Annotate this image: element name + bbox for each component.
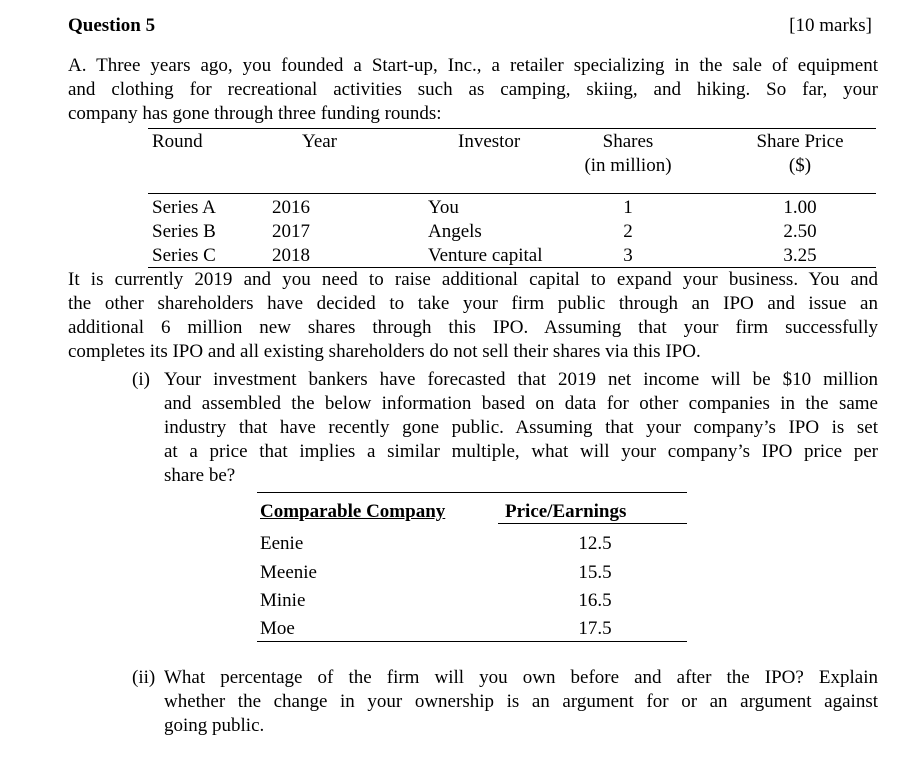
body-line-4: completes its IPO and all existing shareholders do not sell their shares via this IPO. [68,341,701,362]
funding-table-top-rule [148,128,876,129]
question-i-line-2: and assembled the below information based on data for other companies in the same [164,393,878,414]
comparable-company-name: Meenie [260,562,317,583]
header-shares: Shares [602,131,654,152]
question-i-line-3: industry that have recently gone public. Assuming that your company’s IPO is set [164,417,878,438]
header-round: Round [152,131,203,152]
question-i-line-4: at a price that implies a similar multiple, what will your company’s IPO price per [164,441,878,462]
row-price: 2.50 [783,221,817,242]
comparable-pe: 17.5 [578,618,612,639]
row-investor: Angels [428,221,482,242]
comparable-company-name: Moe [260,618,295,639]
header-share-price-unit: ($) [788,155,812,176]
row-investor: Venture capital [428,245,543,266]
intro-line-1: A. Three years ago, you founded a Start-up, Inc., a retailer specializing in the sale of equipment [68,55,878,76]
comparables-top-rule [257,492,687,493]
comparable-company-name: Minie [260,590,306,611]
comparable-pe: 16.5 [578,590,612,611]
question-i-line-1: Your investment bankers have forecasted that 2019 net income will be $10 million [164,369,878,390]
question-ii-line-2: whether the change in your ownership is an argument for or an argument against [164,691,878,712]
pe-header-rule [498,523,687,524]
row-price: 1.00 [783,197,817,218]
row-shares: 1 [623,197,633,218]
row-investor: You [428,197,459,218]
row-year: 2018 [272,245,310,266]
question-title: Question 5 [68,15,156,36]
question-ii-line-3: going public. [164,715,265,736]
header-year: Year [302,131,338,152]
body-line-3: additional 6 million new shares through this IPO. Assuming that your firm successfully [68,317,878,338]
intro-line-3: company has gone through three funding rounds: [68,103,442,124]
row-shares: 3 [623,245,633,266]
row-round: Series C [152,245,216,266]
header-share-price: Share Price [756,131,844,152]
header-price-earnings: Price/Earnings [505,501,627,522]
question-i-marker: (i) [132,369,150,390]
row-round: Series A [152,197,216,218]
row-price: 3.25 [783,245,817,266]
header-comparable-company: Comparable Company [260,501,446,522]
row-year: 2017 [272,221,310,242]
body-line-2: the other shareholders have decided to take your firm public through an IPO and issue an [68,293,878,314]
comparable-pe: 12.5 [578,533,612,554]
row-shares: 2 [623,221,633,242]
question-ii-line-1: What percentage of the firm will you own before and after the IPO? Explain [164,667,878,688]
comparables-bottom-rule [257,641,687,642]
funding-table-header-rule [148,193,876,194]
marks-label: [10 marks] [789,15,872,36]
row-round: Series B [152,221,216,242]
header-investor: Investor [458,131,521,152]
header-shares-unit: (in million) [584,155,672,176]
row-year: 2016 [272,197,310,218]
comparable-pe: 15.5 [578,562,612,583]
question-i-line-5: share be? [164,465,236,486]
body-line-1: It is currently 2019 and you need to raise additional capital to expand your business. You and [68,269,878,290]
comparable-company-name: Eenie [260,533,304,554]
intro-line-2: and clothing for recreational activities such as camping, skiing, and hiking. So far, your [68,79,878,100]
question-ii-marker: (ii) [132,667,156,688]
